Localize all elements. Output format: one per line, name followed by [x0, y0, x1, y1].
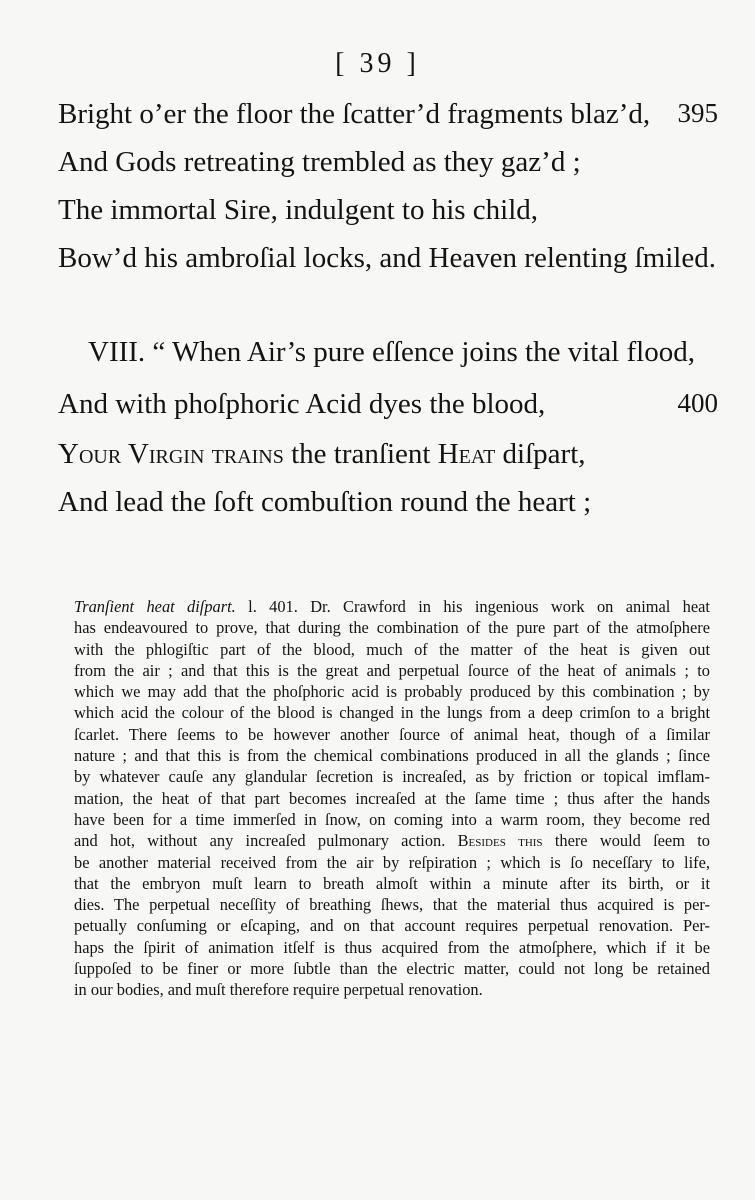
footnote-line: have been for a time immerſed in ſnow, on coming into a warm room, they become red [74, 809, 710, 829]
footnote-line: by whatever cauſe any glandular ſecretion is increaſed, as by friction or topical imflam- [74, 767, 710, 787]
footnote-line-ref: l. 401. [235, 597, 298, 616]
verse-text: The immortal Sire, indulgent to his child, [58, 194, 539, 226]
verse-line-395 [58, 98, 718, 131]
footnote-line: dies. The perpetual neceſſity of breathing ſhews, that the material thus acquired is per- [74, 895, 710, 915]
verse-text: diſpart, [495, 438, 586, 470]
footnote-line: petually conſuming or eſcaping, and on that account requires perpetual renovation. Per- [74, 916, 710, 936]
line-number: 400 [677, 388, 718, 418]
footnote-line: that the embryon muſt learn to breath almoſt within a minute after its birth, or it [74, 873, 710, 893]
verse-text: Bright o’er the floor the ſcatter’d fragments blaz’d, [58, 98, 651, 130]
small-caps-text: Besides this [457, 831, 543, 851]
footnote-line: nature ; and that this is from the chemical combinations produced in all the glands ; ſince [74, 746, 710, 766]
line-number: 395 [677, 98, 718, 128]
verse-text: “ When Air’s pure eſſence joins the vital flood, [152, 336, 695, 368]
footnote-line: in our bodies, and muſt therefore require perpetual renovation. [74, 980, 483, 1000]
stanza-line-4 [58, 486, 718, 519]
footnote-line: Tranſient heat diſpart. l. 401. Dr. Crawford in his ingenious work on animal heat [74, 597, 710, 616]
footnote [74, 596, 710, 1001]
footnote-line: ſuppoſed to be finer or more ſubtle than the electric matter, could not long be retained [74, 959, 710, 979]
stanza-line-3 [58, 438, 718, 471]
footnote-line: and hot, without any increaſed pulmonary action. Besides this there would ſeem to [74, 831, 710, 851]
page-number: [ 39 ] [335, 48, 420, 79]
footnote-line: with the phlogiſtic part of the blood, much of the matter of the heat is given out [74, 639, 710, 659]
footnote-line: be another material received from the air by reſpiration ; which is ſo neceſſary to life, [74, 852, 710, 872]
footnote-line: has endeavoured to prove, that during the combination of the pure part of the atmoſphere [74, 618, 710, 638]
footnote-line: which acid the colour of the blood is changed in the lungs from a deep crimſon to a bright [74, 703, 710, 723]
verse-line [58, 146, 718, 179]
footnote-reference: Tranſient heat diſpart. [74, 597, 236, 616]
footnote-line: which we may add that the phoſphoric acid is probably produced by this combination ; by [74, 682, 710, 702]
footnote-line: mation, the heat of that part becomes increaſed at the ſame time ; thus after the hands [74, 788, 710, 808]
verse-text: the tranſient [283, 438, 431, 470]
verse-text: Bow’d his ambroſial locks, and Heaven relenting ſmiled. [58, 242, 716, 274]
small-caps-text: Your Virgin trains [58, 438, 284, 470]
footnote-line: haps the ſpirit of animation itſelf is thus acquired from the atmoſphere, which if it be [74, 937, 710, 957]
verse-text: And lead the ſoft combuſtion round the heart ; [58, 486, 592, 518]
small-caps-text: Heat [430, 438, 496, 470]
stanza-line-1 [88, 336, 720, 369]
verse-line [58, 194, 718, 227]
stanza-line-2 [58, 388, 718, 421]
footnote-line: from the air ; and that this is the great and perpetual ſource of the heat of animals ; to [74, 660, 710, 680]
verse-text: And Gods retreating trembled as they gaz’d ; [58, 146, 581, 178]
footnote-line: ſcarlet. There ſeems to be however another ſource of animal heat, though of a ſimilar [74, 724, 710, 744]
stanza-numeral: VIII. [88, 336, 146, 368]
verse-text: And with phoſphoric Acid dyes the blood, [58, 388, 546, 420]
verse-line [58, 242, 718, 275]
